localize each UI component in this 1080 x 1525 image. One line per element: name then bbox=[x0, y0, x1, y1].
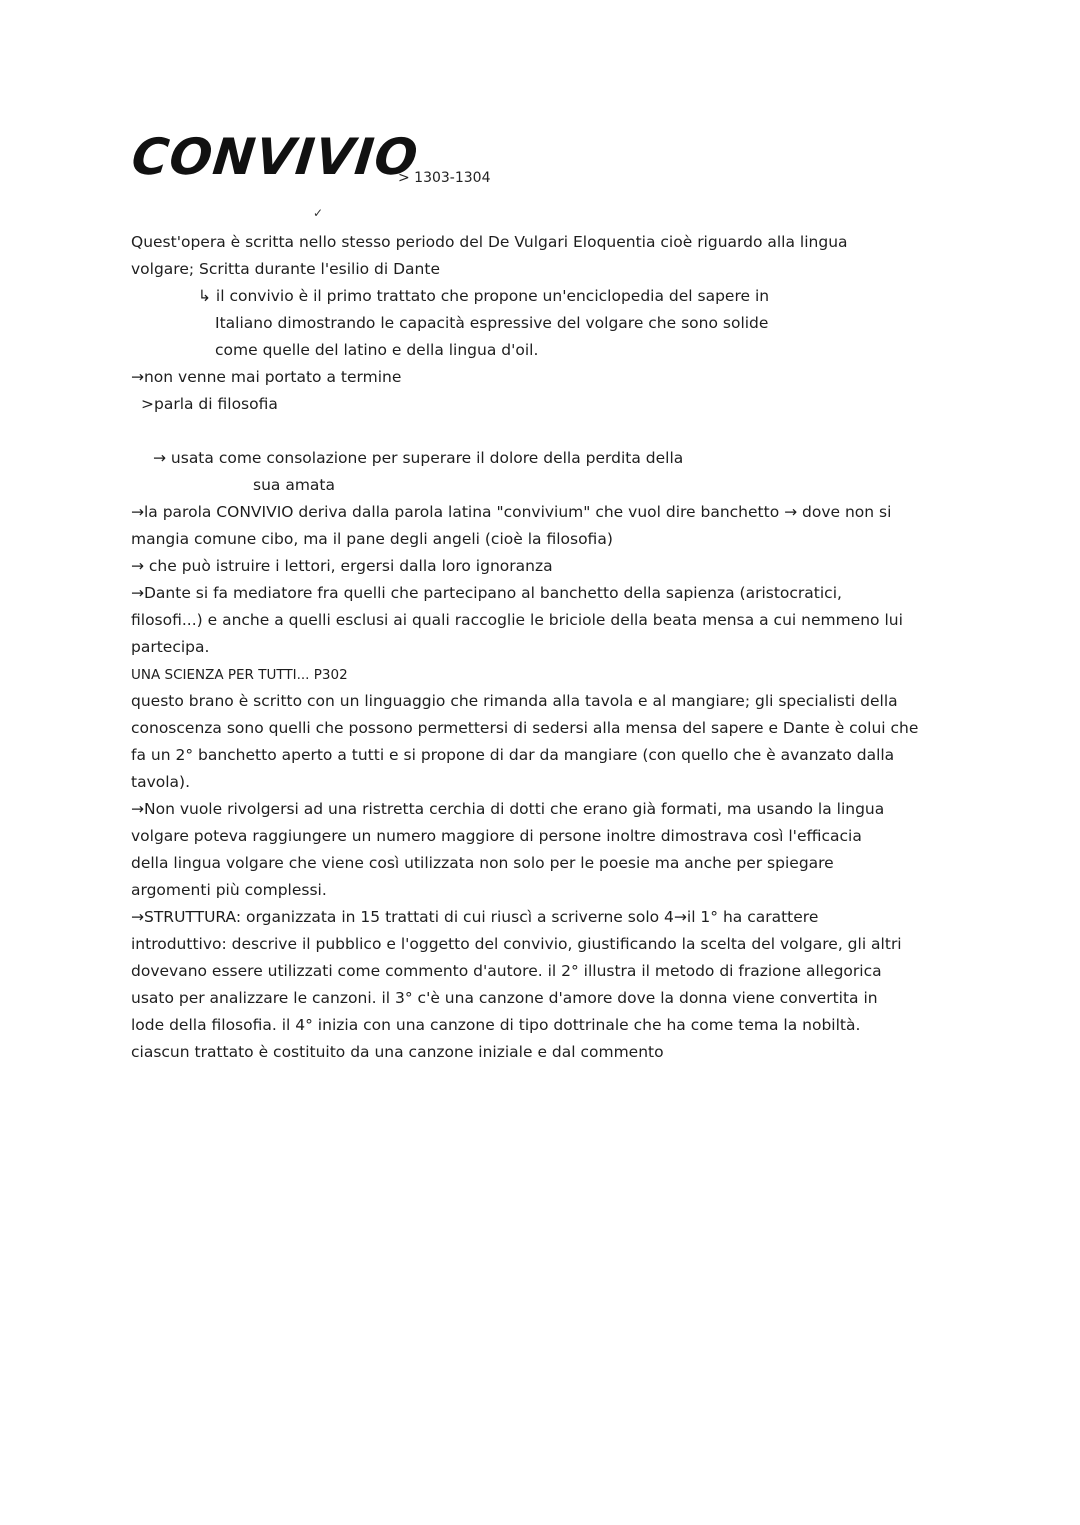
page-title: CONVIVIO bbox=[128, 128, 422, 186]
note-line: questo brano è scritto con un linguaggio che rimanda alla tavola e al mangiare; gli specialisti della bbox=[131, 692, 898, 710]
note-line: >parla di filosofia bbox=[141, 395, 278, 413]
note-line: lode della filosofia. il 4° inizia con una canzone di tipo dottrinale che ha come tema la nobiltà. bbox=[131, 1016, 861, 1034]
note-line: →STRUTTURA: organizzata in 15 trattati di cui riuscì a scriverne solo 4→il 1° ha carattere bbox=[131, 908, 819, 926]
note-line: introduttivo: descrive il pubblico e l'oggetto del convivio, giustificando la scelta del volgare, gli altri bbox=[131, 935, 902, 953]
note-line: usato per analizzare le canzoni. il 3° c'è una canzone d'amore dove la donna viene convertita in bbox=[131, 989, 878, 1007]
section-heading: UNA SCIENZA PER TUTTI... P302 bbox=[131, 667, 348, 683]
note-line: Italiano dimostrando le capacità espressive del volgare che sono solide bbox=[215, 314, 769, 332]
note-line: volgare poteva raggiungere un numero maggiore di persone inoltre dimostrava così l'efficacia bbox=[131, 827, 862, 845]
note-line: →Non vuole rivolgersi ad una ristretta cerchia di dotti che erano già formati, ma usando la lingua bbox=[131, 800, 885, 818]
note-line: → usata come consolazione per superare il dolore della perdita della bbox=[153, 449, 684, 467]
note-line: conoscenza sono quelli che possono permettersi di sedersi alla mensa del sapere e Dante è colui che bbox=[131, 719, 919, 737]
note-line: della lingua volgare che viene così utilizzata non solo per le poesie ma anche per spiegare bbox=[131, 854, 834, 872]
note-line: →la parola CONVIVIO deriva dalla parola latina "convivium" che vuol dire banchetto → dove non si bbox=[131, 503, 892, 521]
note-line: → che può istruire i lettori, ergersi dalla loro ignoranza bbox=[131, 557, 553, 575]
note-line: sua amata bbox=[253, 476, 335, 494]
note-line: mangia comune cibo, ma il pane degli angeli (cioè la filosofia) bbox=[131, 530, 613, 548]
note-line: argomenti più complessi. bbox=[131, 881, 327, 899]
date-range: > 1303-1304 bbox=[398, 170, 491, 186]
note-line: fa un 2° banchetto aperto a tutti e si propone di dar da mangiare (con quello che è avanzato dalla bbox=[131, 746, 895, 764]
check-mark-icon: ✓ bbox=[313, 206, 324, 220]
note-line: dovevano essere utilizzati come commento d'autore. il 2° illustra il metodo di frazione allegorica bbox=[131, 962, 882, 980]
note-line: come quelle del latino e della lingua d'oil. bbox=[215, 341, 539, 359]
note-line: tavola). bbox=[131, 773, 191, 791]
note-line: ciascun trattato è costituito da una canzone iniziale e dal commento bbox=[131, 1043, 664, 1061]
note-line: partecipa. bbox=[131, 638, 210, 656]
note-line: →Dante si fa mediatore fra quelli che partecipano al banchetto della sapienza (aristocratici, bbox=[131, 584, 842, 602]
note-line: filosofi...) e anche a quelli esclusi ai quali raccoglie le briciole della beata mensa a cui nemmeno lui bbox=[131, 611, 903, 629]
note-line: ↳ il convivio è il primo trattato che propone un'enciclopedia del sapere in bbox=[198, 287, 770, 305]
note-line: →non venne mai portato a termine bbox=[131, 368, 402, 386]
note-line: volgare; Scritta durante l'esilio di Dante bbox=[131, 260, 440, 278]
note-line: Quest'opera è scritta nello stesso periodo del De Vulgari Eloquentia cioè riguardo alla lingua bbox=[131, 233, 848, 251]
